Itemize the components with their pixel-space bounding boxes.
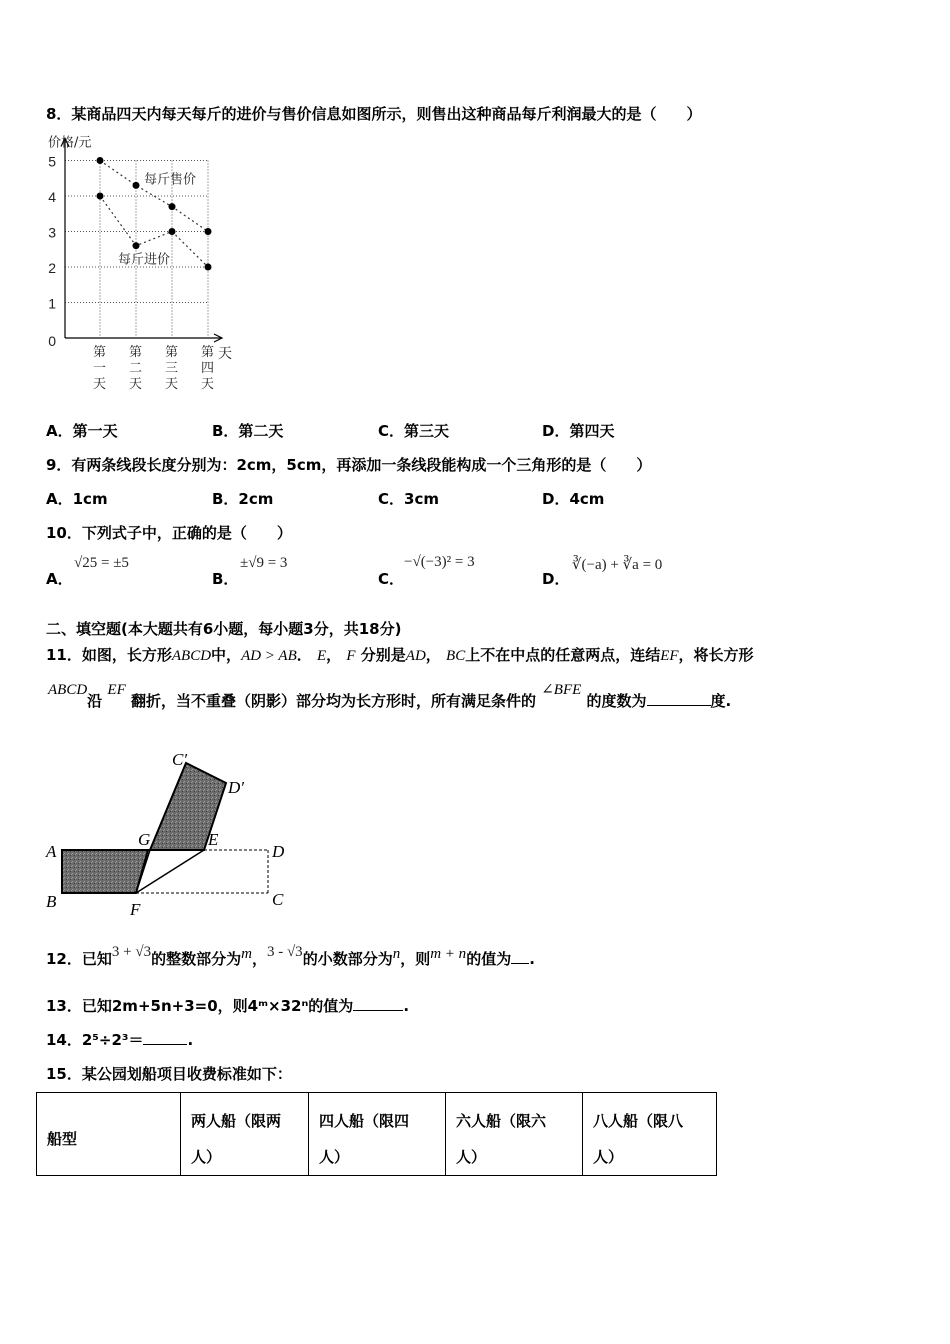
data-point (97, 193, 104, 200)
q11-abcd-2: ABCD (48, 682, 88, 698)
q11-text-g: 翻折，当不重叠（阴影）部分均为长方形时，所有满足条件的 (130, 692, 536, 710)
q12-m: m (241, 946, 252, 962)
q14-end: . (187, 1031, 194, 1049)
y-tick-label: 1 (48, 295, 56, 312)
q12-expr2: 3 - √3 (266, 944, 303, 960)
x-tick-label: 天 (129, 377, 143, 392)
q8-option-b[interactable]: B．第二天 (212, 422, 284, 440)
table-row (37, 1093, 717, 1176)
q15-stem: 15．某公园划船项目收费标准如下： (46, 1065, 292, 1083)
q8-option-a[interactable]: A．第一天 (46, 422, 118, 440)
x-tick-label: 二 (129, 361, 143, 376)
q11-ef-2: EF (107, 682, 126, 698)
q11-f: F (346, 648, 356, 664)
q11-text-d: 上不在中点的任意两点，连结 (465, 646, 661, 664)
y-tick-label: 5 (48, 153, 56, 170)
q12-text-d: 的小数部分为 (302, 950, 393, 968)
q14-answer-blank[interactable] (143, 1030, 187, 1045)
q11-text-a: 11．如图，长方形 (46, 646, 172, 664)
table-cell (583, 1093, 717, 1176)
x-tick-label: 第 (129, 345, 143, 360)
x-tick-label: 第 (93, 345, 107, 360)
q11-text-h: 的度数为 (586, 692, 647, 710)
x-tick-label: 天 (165, 377, 179, 392)
label-e: E (208, 830, 219, 849)
data-point (97, 157, 104, 164)
label-d-prime: D′ (228, 778, 244, 797)
table-cell-line: 八人船（限八 (593, 1112, 684, 1130)
data-point (205, 228, 212, 235)
x-axis-label: 天 (218, 346, 232, 362)
q11-text-e: ，将长方形 (678, 646, 754, 664)
q10-expr-a: √25 = ±5 (74, 555, 129, 571)
q12-n: n (392, 946, 401, 962)
q11-bc: BC (446, 648, 466, 664)
q11-answer-blank[interactable] (647, 691, 711, 706)
table-cell-line: 人） (456, 1148, 487, 1166)
q12 (46, 944, 535, 969)
q9-stem: 9．有两条线段长度分别为：2cm，5cm，再添加一条线段能构成一个三角形的是（ ） (46, 456, 652, 474)
y-tick-label: 4 (48, 189, 56, 205)
q11-abcd: ABCD (171, 648, 212, 664)
fold-figure (40, 745, 300, 925)
series-label: 每斤售价 (144, 172, 197, 188)
x-tick-label: 一 (93, 361, 107, 376)
q9-option-d[interactable]: D．4cm (542, 490, 605, 508)
section-title: 二、填空题(本大题共有6小题，每小题3分，共18分) (46, 620, 402, 638)
label-g: G (138, 830, 151, 849)
table-cell-line: 人） (191, 1148, 222, 1166)
q14 (46, 1029, 193, 1050)
table-cell-line: 六人船（限六 (456, 1112, 547, 1130)
q12-text-c: ， (251, 950, 267, 968)
q10-expr-c: −√(−3)² = 3 (404, 554, 475, 570)
table-cell (309, 1093, 446, 1176)
y-axis-label: 价格/元 (48, 135, 92, 151)
q12-expr1: 3 + √3 (111, 944, 152, 960)
q14-text: 14．2⁵÷2³＝ (46, 1031, 144, 1049)
q10-stem: 10．下列式子中，正确的是（ ） (46, 524, 292, 542)
q12-text-e: ，则 (400, 950, 431, 968)
q12-text-b: 的整数部分为 (151, 950, 242, 968)
q11-ad: AD (405, 648, 426, 664)
x-tick-label: 第 (165, 345, 179, 360)
table-header-text: 船型 (47, 1130, 78, 1148)
q11-angle: ∠BFE (541, 682, 582, 698)
q13 (46, 995, 409, 1016)
q13-answer-blank[interactable] (353, 996, 403, 1011)
q12-text-f: 的值为 (466, 950, 512, 968)
y-tick-label: 0 (48, 333, 56, 349)
q13-text: 13．已知2m+5n+3=0，则4ᵐ×32ⁿ的值为 (46, 997, 354, 1015)
q10-expr-d: ∛(−a) + ∛a = 0 (572, 557, 663, 573)
q11-text-c: 分别是 (360, 646, 406, 664)
q11-text-f: 沿 (87, 692, 103, 710)
label-c-prime: C′ (172, 750, 188, 769)
data-point (169, 203, 176, 210)
table-cell-line: 人） (319, 1148, 350, 1166)
series-label: 每斤进价 (118, 252, 171, 268)
x-tick-label: 三 (165, 361, 179, 376)
q8-stem: 8．某商品四天内每天每斤的进价与售价信息如图所示，则售出这种商品每斤利润最大的是（ ） (46, 105, 702, 123)
q11-line1: 11．如图，长方形ABCD中，AD > AB． E， F 分别是AD， BC上不在中点的任意两点，连结EF，将长方形 (46, 646, 754, 664)
q10-option-b[interactable]: B． (212, 570, 239, 588)
q11-line2 (48, 682, 732, 711)
data-point (133, 182, 140, 189)
shaded-rectangle-left (62, 850, 148, 893)
q11-ef: EF (660, 648, 679, 664)
q12-answer-blank[interactable] (511, 949, 529, 964)
label-c: C (272, 890, 284, 909)
label-d: D (272, 842, 285, 861)
label-b: B (46, 892, 57, 911)
x-tick-label: 四 (201, 361, 215, 376)
q12-text-g: . (529, 950, 535, 968)
q12-expr3: m + n (430, 946, 467, 962)
table-cell (446, 1093, 583, 1176)
data-point (205, 264, 212, 271)
q9-option-c[interactable]: C．3cm (378, 490, 439, 508)
data-point (169, 228, 176, 235)
q10-option-a[interactable]: A． (46, 570, 73, 588)
q10-expr-b: ±√9 = 3 (240, 555, 288, 571)
q9-option-a[interactable]: A．1cm (46, 490, 108, 508)
table-cell-line: 人） (593, 1148, 624, 1166)
x-tick-label: 天 (201, 377, 215, 392)
q11-e: E (316, 648, 327, 664)
x-tick-label: 第 (201, 345, 215, 360)
q8-option-d[interactable]: D．第四天 (542, 422, 615, 440)
x-tick-label: 天 (93, 377, 107, 392)
q10-option-d[interactable]: D． (542, 570, 570, 588)
q11-text-i: 度. (710, 692, 732, 710)
y-tick-label: 3 (48, 224, 56, 241)
table-header-cell (37, 1093, 181, 1176)
q11-text-b: 中， (211, 646, 242, 664)
label-a: A (46, 842, 57, 861)
y-tick-label: 2 (48, 260, 56, 276)
fee-table (36, 1092, 717, 1176)
chart-axes (61, 139, 222, 343)
q9-option-b[interactable]: B．2cm (212, 490, 274, 508)
table-cell (181, 1093, 309, 1176)
q13-end: . (403, 997, 410, 1015)
price-chart (40, 128, 260, 398)
q12-text-a: 12．已知 (46, 950, 112, 968)
label-f: F (130, 900, 141, 919)
table-cell-line: 四人船（限四 (319, 1112, 410, 1130)
q8-option-c[interactable]: C．第三天 (378, 422, 450, 440)
table-cell-line: 两人船（限两 (191, 1112, 282, 1130)
q11-cond: AD > AB (241, 648, 297, 664)
q10-option-c[interactable]: C． (378, 570, 405, 588)
data-point (133, 242, 140, 249)
